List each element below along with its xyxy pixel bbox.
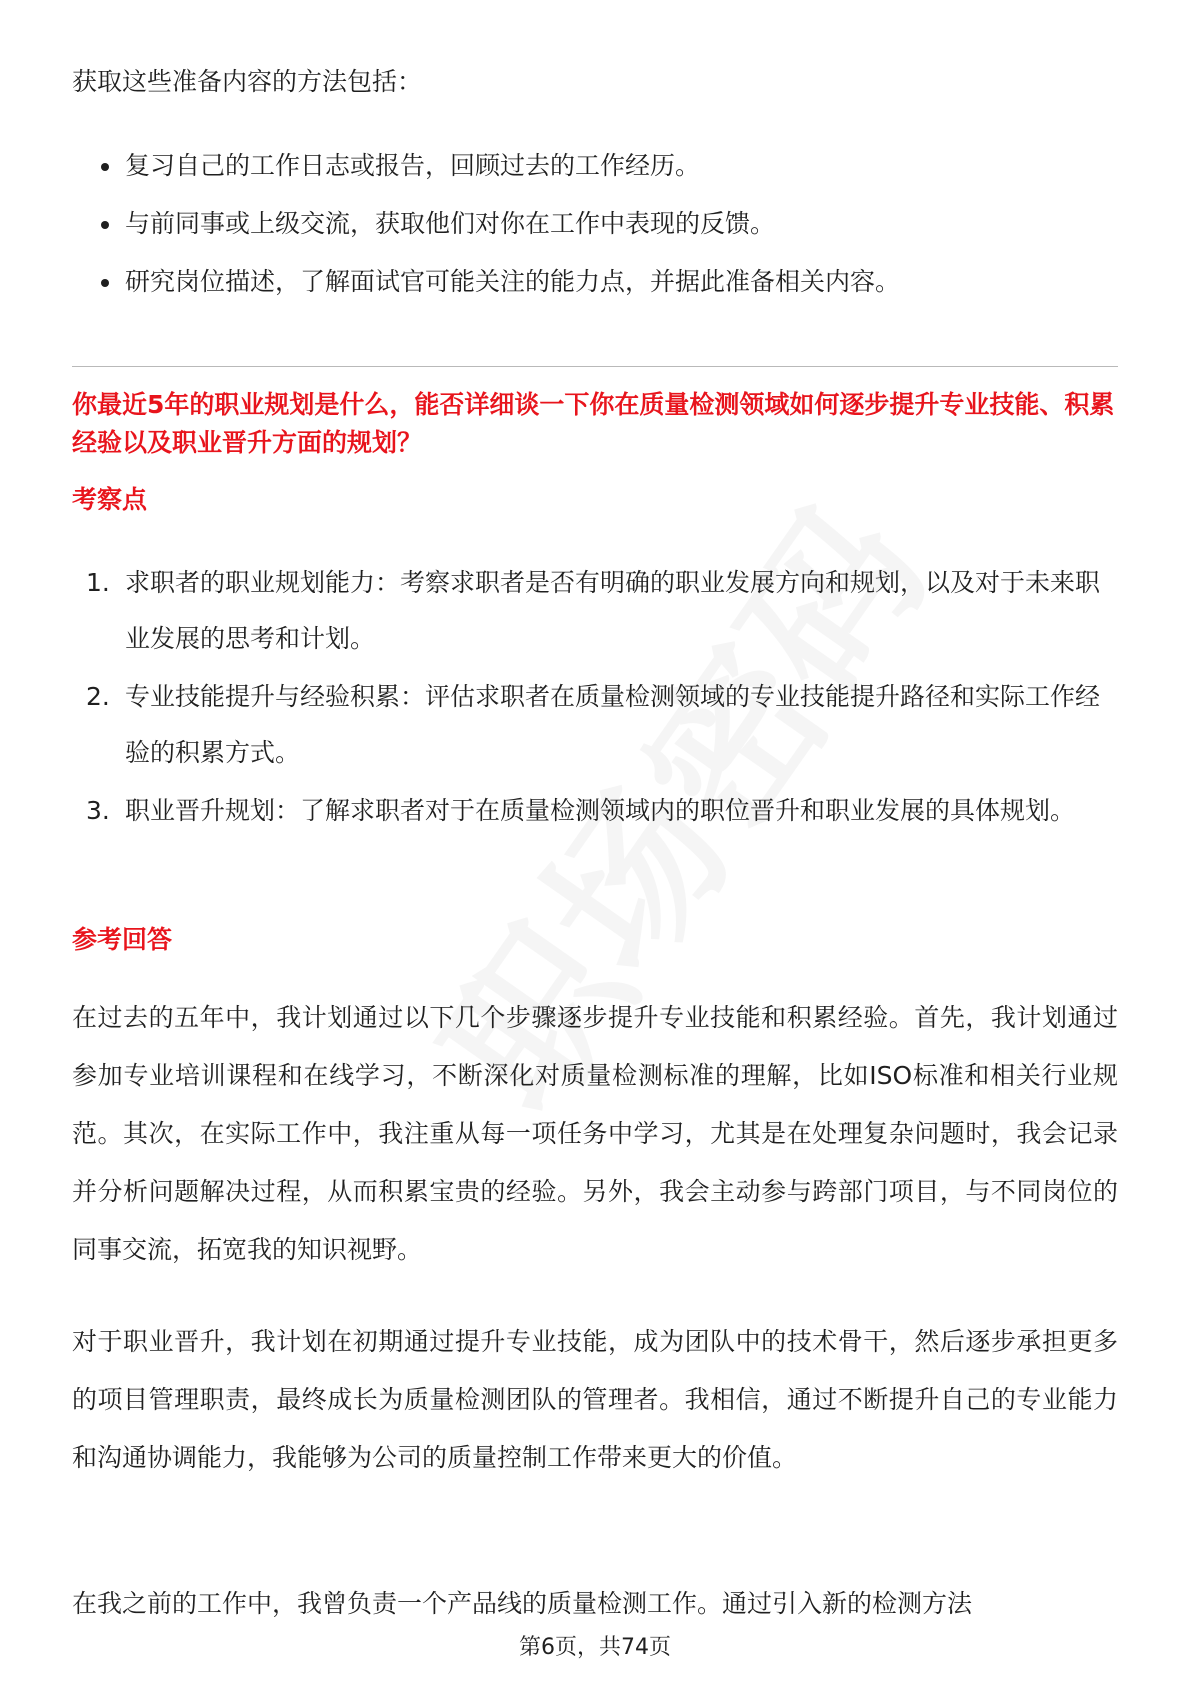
answer-paragraph: 在我之前的工作中，我曾负责一个产品线的质量检测工作。通过引入新的检测方法 xyxy=(72,1589,973,1618)
intro-text: 获取这些准备内容的方法包括： xyxy=(72,67,423,96)
list-number: 3. xyxy=(86,796,110,825)
heading-assessment-points: 考察点 xyxy=(72,485,148,514)
assessment-point-list xyxy=(72,555,1118,841)
list-text: 专业技能提升与经验积累：评估求职者在质量检测领域的专业技能提升路径和实际工作经验的积累方式。 xyxy=(125,682,1101,767)
list-item xyxy=(72,555,1118,667)
list-number: 1. xyxy=(86,568,110,597)
list-text: 求职者的职业规划能力：考察求职者是否有明确的职业发展方向和规划，以及对于未来职业发展的思考和计划。 xyxy=(125,568,1101,653)
page-number-footer: 第6页，共74页 xyxy=(519,1635,671,1660)
list-item: 复习自己的工作日志或报告，回顾过去的工作经历。 xyxy=(72,146,1118,186)
list-number: 2. xyxy=(86,682,110,711)
heading-reference-answer: 参考回答 xyxy=(72,925,173,954)
list-text: 职业晋升规划：了解求职者对于在质量检测领域内的职位晋升和职业发展的具体规划。 xyxy=(125,796,1076,825)
answer-paragraph: 在过去的五年中，我计划通过以下几个步骤逐步提升专业技能和积累经验。首先，我计划通过参加专业培训课程和在线学习，不断深化对质量检测标准的理解，比如ISO标准和相关行业规范。其次，在实际工作中，我注重从每一项任务中学习，尤其是在处理复杂问题时，我会记录并分析问题解决过程，从而积累宝贵的经验。另外，我会主动参与跨部门项目，与不同岗位的同事交流，拓宽我的知识视野。 xyxy=(72,1003,1118,1264)
question-title: 你最近5年的职业规划是什么，能否详细谈一下你在质量检测领域如何逐步提升专业技能、积累经验以及职业晋升方面的规划？ xyxy=(72,390,1115,457)
list-item xyxy=(72,783,1118,839)
list-item xyxy=(72,669,1118,781)
method-list xyxy=(72,146,1118,320)
answer-paragraph: 对于职业晋升，我计划在初期通过提升专业技能，成为团队中的技术骨干，然后逐步承担更多的项目管理职责，最终成长为质量检测团队的管理者。我相信，通过不断提升自己的专业能力和沟通协调能力，我能够为公司的质量控制工作带来更大的价值。 xyxy=(72,1327,1118,1472)
section-divider xyxy=(72,366,1118,367)
list-item: 研究岗位描述，了解面试官可能关注的能力点，并据此准备相关内容。 xyxy=(72,262,1118,302)
list-item: 与前同事或上级交流，获取他们对你在工作中表现的反馈。 xyxy=(72,204,1118,244)
document-page xyxy=(72,0,1118,1684)
